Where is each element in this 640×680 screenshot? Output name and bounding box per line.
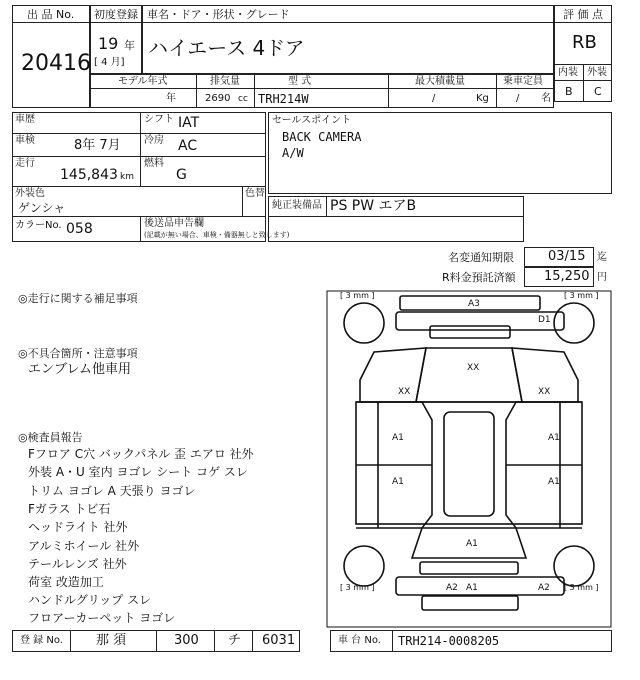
score-label: 評 価 点 <box>563 8 603 21</box>
reg-kana: チ <box>228 633 242 648</box>
sales-point-line-1: BACK CAMERA <box>282 130 362 144</box>
sales-point-line-2: A/W <box>282 146 304 160</box>
reg-area: 那 須 <box>96 633 127 648</box>
max-load-unit: Kg <box>476 93 489 104</box>
color-value: ゲンシャ <box>18 201 66 215</box>
equipment-value: PS PW エアB <box>330 198 417 214</box>
capacity-label: 乗車定員 <box>503 76 543 87</box>
name-change-unit: 迄 <box>597 252 607 263</box>
ac-value: AC <box>178 138 198 154</box>
inspector-line: 外装 A・U 室内 ヨゴレ シート コゲ スレ <box>28 465 248 479</box>
model-year-label: モデル年式 <box>118 76 168 87</box>
aftermarket-label: 後送品申告欄 <box>144 218 204 229</box>
mileage-value: 145,843 <box>60 167 118 183</box>
color-label: 外装色 <box>15 188 45 199</box>
capacity-unit: 名 <box>541 93 551 104</box>
interior-grade: B <box>565 85 573 98</box>
inspection-label: 車検 <box>15 135 35 146</box>
registration-month: [ 4 月] <box>94 57 125 68</box>
wheel-front-left <box>344 303 384 343</box>
inspection-value: 8年 7月 <box>74 138 121 153</box>
mark-right-door-rear: A1 <box>548 477 560 487</box>
mark-rear-hatch: A1 <box>466 539 478 549</box>
defects-label: ◎不具合箇所・注意事項 <box>18 347 138 360</box>
capacity-slash: / <box>516 93 520 104</box>
mileage-unit: km <box>120 172 134 182</box>
mark-right-fender: XX <box>538 387 551 397</box>
max-load-label: 最大積載量 <box>415 76 465 87</box>
car-name-label: 車名・ドア・形状・グレード <box>147 8 290 21</box>
mark-left-door-front: A1 <box>392 433 404 443</box>
displacement-value: 2690 <box>205 93 231 104</box>
fuel-value: G <box>176 167 187 183</box>
defects-value: エンブレム他車用 <box>28 362 131 377</box>
chassis-value: TRH214-0008205 <box>398 634 500 648</box>
mark-front-d1: D1 <box>538 315 551 325</box>
displacement-label: 排気量 <box>210 76 240 87</box>
mark-left-fender: XX <box>398 387 411 397</box>
inspector-line: ハンドルグリップ スレ <box>28 593 152 607</box>
inspector-line: ヘッドライト 社外 <box>28 520 128 534</box>
car-name: ハイエース 4ドア <box>148 36 305 60</box>
inspector-line: フロアーカーペット ヨゴレ <box>28 611 176 625</box>
overall-score: RB <box>572 32 597 53</box>
model-year-unit: 年 <box>166 93 176 104</box>
inspector-line: アルミホイール 社外 <box>28 539 140 553</box>
inspector-line: テールレンズ 社外 <box>28 557 127 571</box>
mark-front-bumper: A3 <box>468 299 480 309</box>
inspector-line: トリム ヨゴレ A 天張り ヨゴレ <box>28 484 196 498</box>
lot-label: 出 品 No. <box>27 8 75 21</box>
exterior-label: 外装 <box>587 67 607 78</box>
mark-right-door-front: A1 <box>548 433 560 443</box>
recolor-label: 色替 <box>245 188 265 199</box>
mark-rear-bumper-left: A2 <box>446 583 458 593</box>
shift-value: IAT <box>178 115 200 131</box>
registration-year-unit: 年 <box>124 39 135 52</box>
type-value: TRH214W <box>258 92 309 106</box>
chassis-label: 車 台 No. <box>338 635 381 646</box>
reg-number: 6031 <box>262 633 296 648</box>
recycle-label: R料金預託済額 <box>442 271 516 284</box>
inspector-line: Fフロア C穴 バックパネル 歪 エアロ 社外 <box>28 447 254 461</box>
reg-no-label: 登 録 No. <box>20 635 63 646</box>
inspector-report-label: ◎検査員報告 <box>18 431 83 444</box>
driving-remarks-label: ◎走行に関する補足事項 <box>18 292 138 305</box>
max-load-slash: / <box>432 93 436 104</box>
inspector-line: Fガラス トビ石 <box>28 502 111 516</box>
type-label: 型 式 <box>288 76 312 87</box>
ac-label: 冷房 <box>144 135 164 146</box>
sales-point-label: セールスポイント <box>272 115 352 126</box>
registration-year: 19 <box>98 34 119 53</box>
displacement-unit: cc <box>238 94 248 104</box>
mark-rear-bumper-right: A2 <box>538 583 550 593</box>
mileage-label: 走行 <box>15 158 35 169</box>
tread-front-left: [ 3 mm ] <box>340 291 375 300</box>
tread-rear-left: [ 3 mm ] <box>340 583 375 592</box>
shift-label: シフト <box>144 114 174 125</box>
name-change-value: 03/15 <box>548 249 586 264</box>
wheel-front-right <box>554 303 594 343</box>
fuel-label: 燃料 <box>144 158 164 169</box>
color-no-value: 058 <box>66 221 93 237</box>
aftermarket-note: (記載が無い場合、車検・備器無しと致します) <box>144 231 290 239</box>
mark-left-door-rear: A1 <box>392 477 404 487</box>
recycle-value: 15,250 <box>544 269 590 284</box>
equipment-label: 純正装備品 <box>272 200 322 211</box>
wheel-rear-right <box>554 546 594 586</box>
lot-number: 20416 <box>21 51 91 76</box>
tread-rear-right: [ 3 mm ] <box>564 583 599 592</box>
registration-label: 初度登録 <box>94 8 138 21</box>
inspector-line: 荷室 改造加工 <box>28 575 104 589</box>
exterior-grade: C <box>594 85 602 98</box>
interior-label: 内装 <box>558 67 578 78</box>
color-no-label: カラーNo. <box>15 220 62 231</box>
wheel-rear-left <box>344 546 384 586</box>
car-condition-diagram <box>326 290 612 628</box>
tread-front-right: [ 3 mm ] <box>564 291 599 300</box>
reg-class: 300 <box>174 633 199 648</box>
recycle-unit: 円 <box>597 272 607 283</box>
mark-roof: XX <box>467 363 480 373</box>
history-label: 車歴 <box>15 114 35 125</box>
car-diagram-svg <box>326 290 612 628</box>
name-change-label: 名変通知期限 <box>448 251 514 264</box>
mark-rear-bumper-upper: A1 <box>466 583 478 593</box>
